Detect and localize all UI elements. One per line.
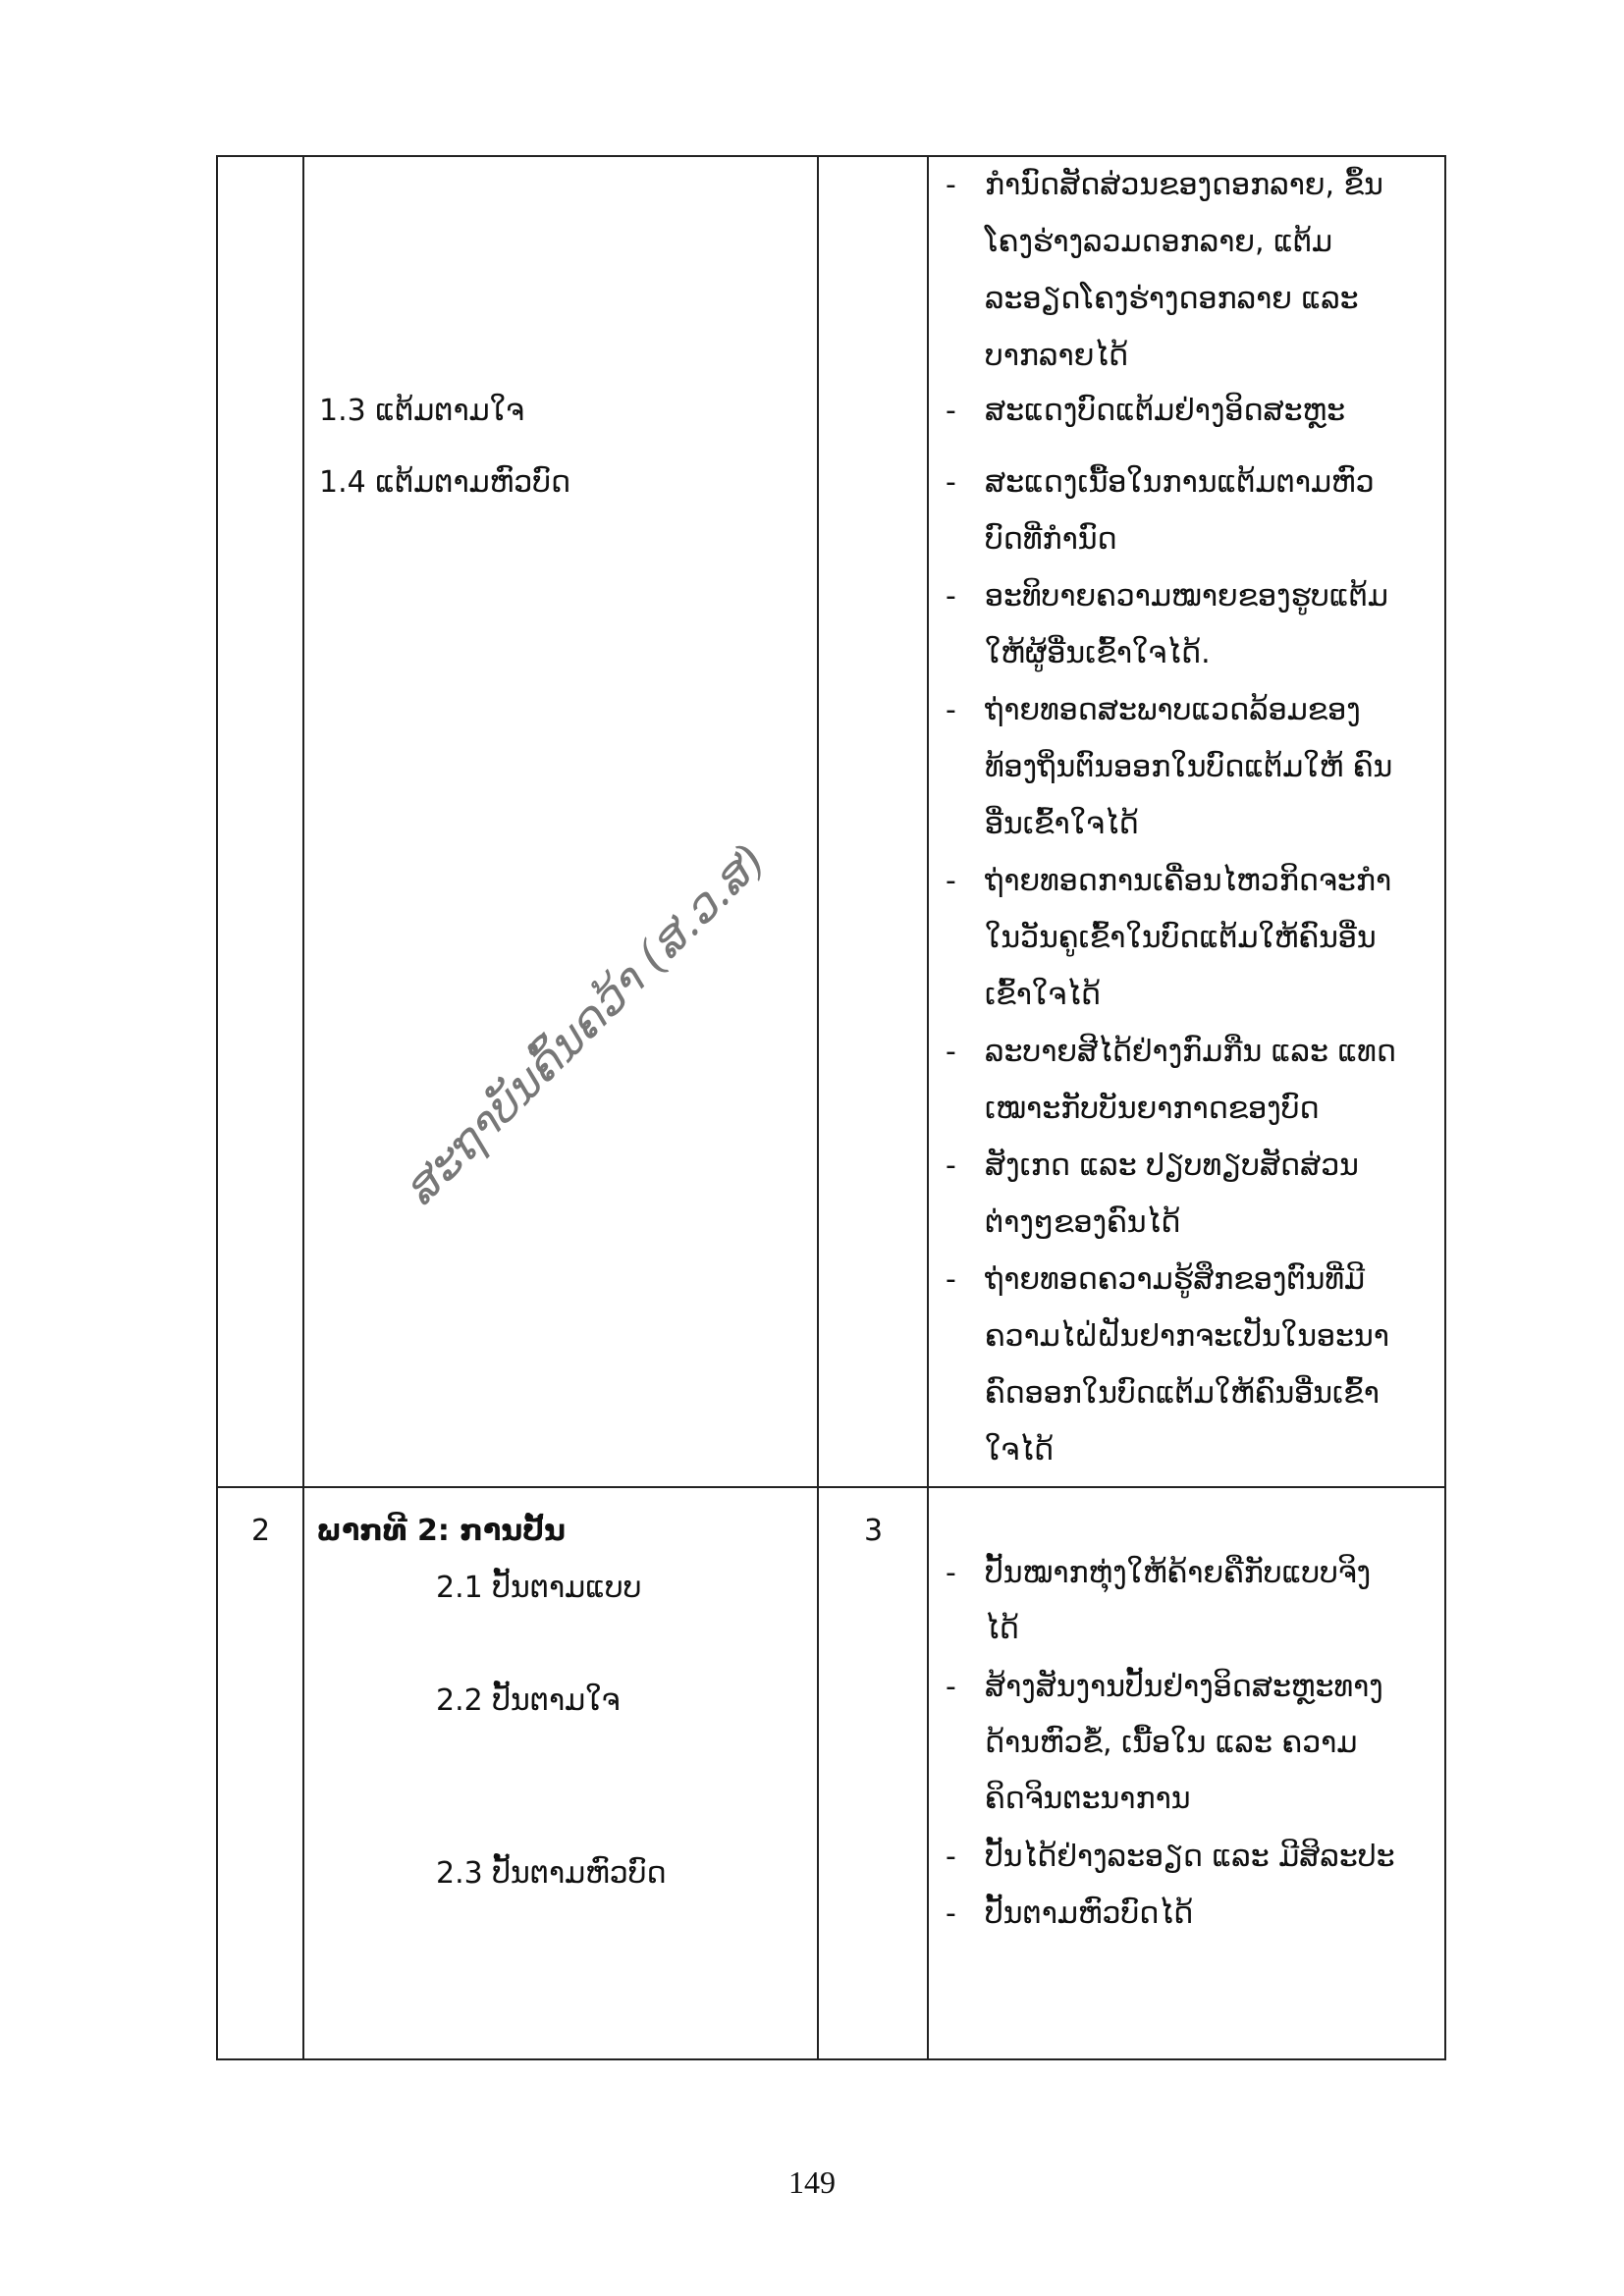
outcome-line: ບາກລາຍໄດ້ <box>985 339 1129 373</box>
bullet-dash: - <box>946 693 956 727</box>
bullet-dash: - <box>946 579 956 614</box>
outcome-line: ຖ່າຍທອດການເຄື່ອນໄຫວກິດຈະກໍາ <box>985 864 1392 898</box>
bullet-dash: - <box>946 394 956 428</box>
topic-item: 2.3 ປັ້ນຕາມຫົວບົດ <box>436 1856 667 1891</box>
outcome-line: ສັງເກດ ແລະ ປຽບທຽບສັດສ່ວນ <box>985 1148 1359 1183</box>
outcome-line: ຄວາມໄຝ່ຝັນຢາກຈະເປັນໃນອະນາ <box>985 1319 1389 1354</box>
outcome-line: ຄິດຈິນຕະນາການ <box>985 1782 1191 1816</box>
bullet-dash: - <box>946 1556 956 1590</box>
outcome-line: ເໝາະກັບບັນຍາກາດຂອງບົດ <box>985 1092 1320 1126</box>
outcome-line: ສະແດງບົດແຕ້ມຢ່າງອິດສະຫຼະ <box>985 394 1346 428</box>
hours: 3 <box>864 1514 884 1548</box>
col-border <box>817 155 819 2060</box>
outcome-line: ໃຫ້ຜູ້ອື່ນເຂົ້າໃຈໄດ້. <box>985 636 1211 670</box>
topic-item: 1.4 ແຕ້ມຕາມຫົວບົດ <box>319 465 571 500</box>
outcome-line: ລະບາຍສີໄດ້ຢ່າງກົມກືນ ແລະ ແທດ <box>985 1035 1396 1069</box>
bullet-dash: - <box>946 1262 956 1297</box>
outcome-line: ອະທິບາຍຄວາມໝາຍຂອງຮູບແຕ້ມ <box>985 579 1388 614</box>
col-border <box>302 155 304 2060</box>
bullet-dash: - <box>946 864 956 898</box>
outcome-line: ໄດ້ <box>985 1612 1019 1646</box>
bullet-dash: - <box>946 1148 956 1183</box>
table-bottom-border <box>216 2058 1446 2060</box>
topic-item: 2.2 ປັ້ນຕາມໃຈ <box>436 1683 621 1718</box>
col-border <box>1444 155 1446 2060</box>
col-border <box>927 155 929 2060</box>
outcome-line: ບົດທີ່ກໍານົດ <box>985 522 1117 557</box>
outcome-line: ສ້າງສັນງານປັ້ນຢ່າງອິດສະຫຼະທາງ <box>985 1670 1383 1704</box>
outcome-line: ປັ້ນໄດ້ຢ່າງລະອຽດ ແລະ ມີສິລະປະ <box>985 1840 1395 1874</box>
outcome-line: ກໍານົດສັດສ່ວນຂອງດອກລາຍ, ຂຶ້ນ <box>985 168 1383 202</box>
outcome-line: ເຂົ້າໃຈໄດ້ <box>985 978 1102 1012</box>
outcome-line: ສະແດງເນື້ອໃນການແຕ້ມຕາມຫົວ <box>985 465 1375 500</box>
watermark-stamp: ສະຖາບັນຄົ້ນຄວ້າ (ສ.ວ.ສ) <box>393 833 775 1216</box>
bullet-dash: - <box>946 1896 956 1931</box>
outcome-line: ໃຈໄດ້ <box>985 1433 1055 1468</box>
col-border <box>216 155 218 2060</box>
bullet-dash: - <box>946 1840 956 1874</box>
bullet-dash: - <box>946 465 956 500</box>
bullet-dash: - <box>946 1670 956 1704</box>
outcome-line: ຄົດອອກໃນບົດແຕ້ມໃຫ້ຄົນອື່ນເຂົ້າ <box>985 1376 1380 1411</box>
topic-item: 2.1 ປັ້ນຕາມແບບ <box>436 1571 642 1605</box>
outcome-line: ໂຄງຮ່າງລວມດອກລາຍ, ແຕ້ມ <box>985 225 1333 259</box>
outcome-line: ທ້ອງຖິ່ນຕົນອອກໃນບົດແຕ້ມໃຫ້ ຄົນ <box>985 750 1393 784</box>
section-title: ພາກທີ 2: ການປັ້ນ <box>316 1514 566 1548</box>
topic-item: 1.3 ແຕ້ມຕາມໃຈ <box>319 394 524 428</box>
row-divider <box>216 1486 1446 1488</box>
table-top-border <box>216 155 1446 157</box>
outcome-line: ລະອຽດໂຄງຮ່າງດອກລາຍ ແລະ <box>985 282 1359 316</box>
outcome-line: ຖ່າຍທອດສະພາບແວດລ້ອມຂອງ <box>985 693 1361 727</box>
outcome-line: ປັ້ນໝາກຫຸ່ງໃຫ້ຄ້າຍຄືກັບແບບຈິງ <box>985 1556 1372 1590</box>
bullet-dash: - <box>946 1035 956 1069</box>
outcome-line: ຕ່າງໆຂອງຄົນໄດ້ <box>985 1205 1181 1240</box>
outcome-line: ດ້ານຫົວຂໍ້, ເນື້ອໃນ ແລະ ຄວາມ <box>985 1726 1358 1760</box>
outcome-line: ຖ່າຍທອດຄວາມຮູ້ສຶກຂອງຕົນທີ່ມີ <box>985 1262 1366 1297</box>
outcome-line: ອື່ນເຂົ້າໃຈໄດ້ <box>985 807 1139 841</box>
outcome-line: ປັ້ນຕາມຫົວບົດໄດ້ <box>985 1896 1194 1931</box>
bullet-dash: - <box>946 168 956 202</box>
outcome-line: ໃນວັນຄູເຂົ້າໃນບົດແຕ້ມໃຫ້ຄົນອື່ນ <box>985 921 1377 955</box>
page-number: 149 <box>788 2164 836 2200</box>
row-number: 2 <box>251 1514 271 1548</box>
